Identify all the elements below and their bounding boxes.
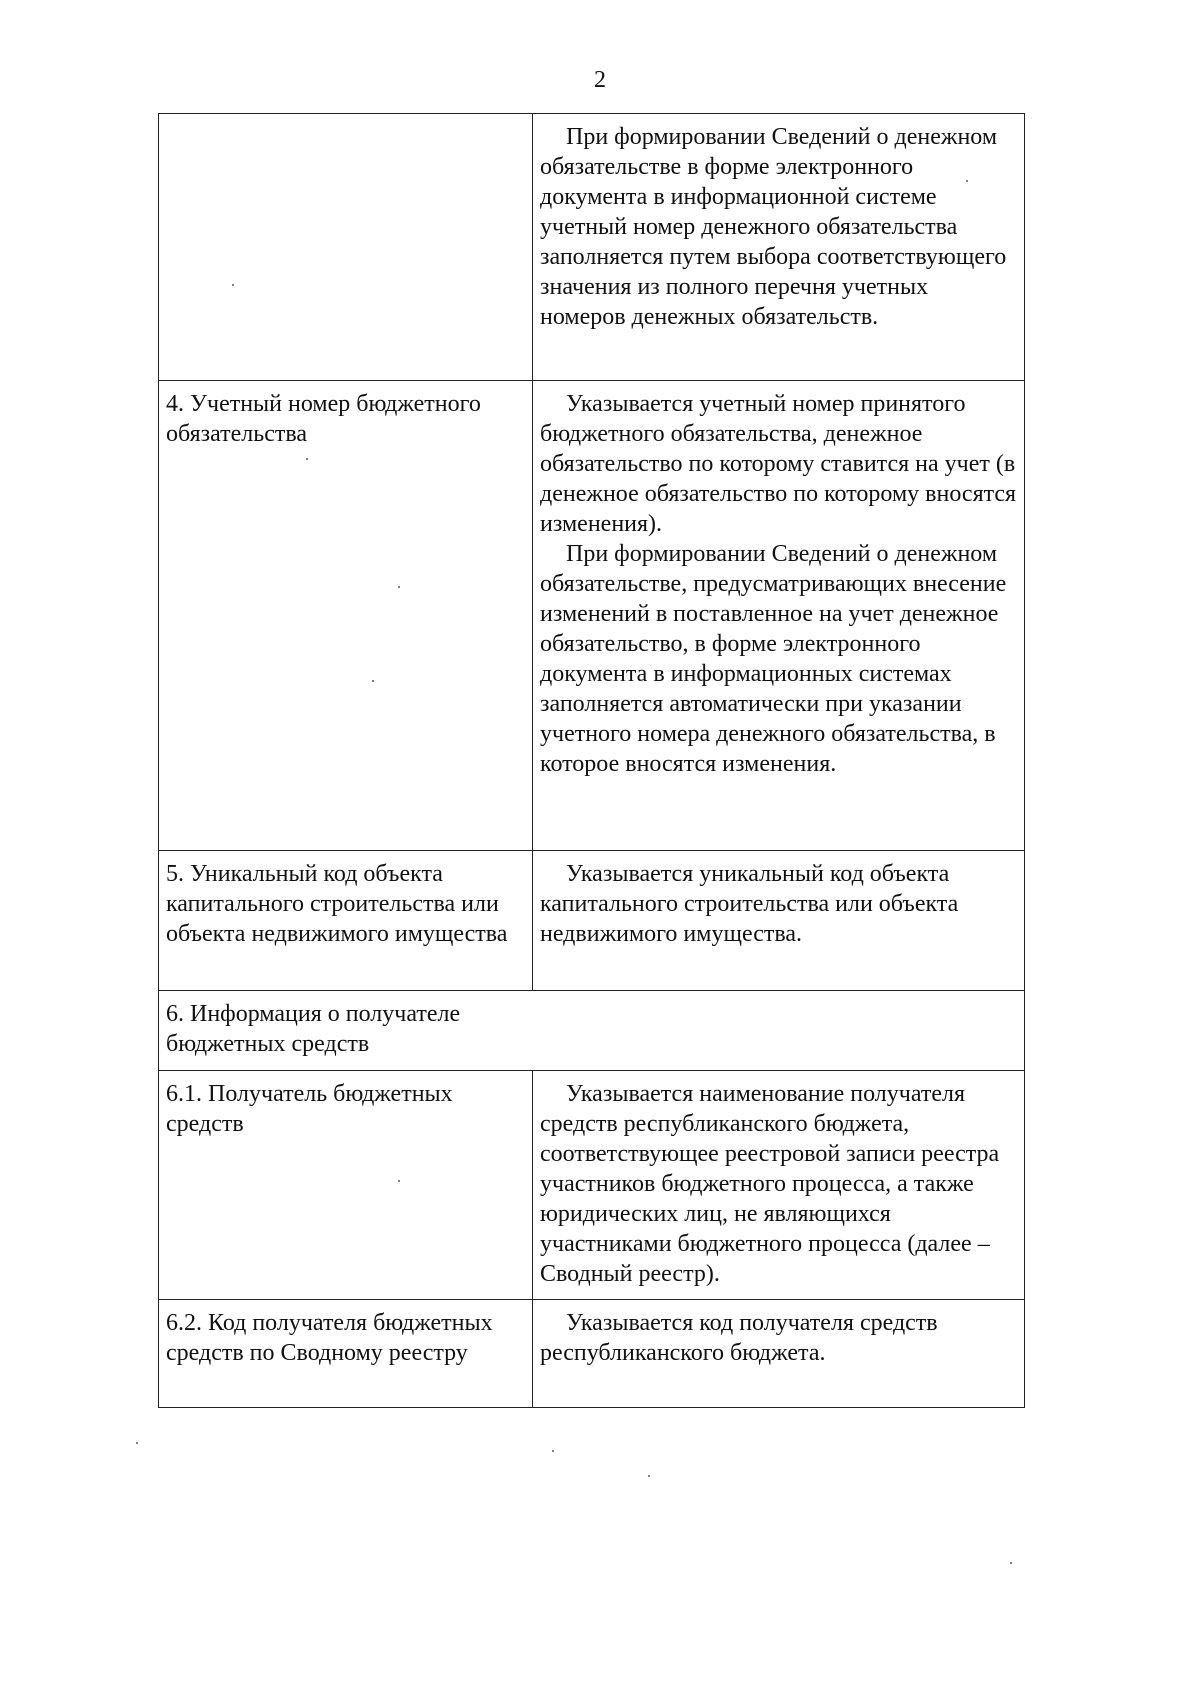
table-row [159, 1071, 1025, 1300]
requisites-table [158, 113, 1025, 1408]
scan-speck [648, 1475, 650, 1477]
field-name-cell: 6.1. Получатель бюджетных средств [159, 1071, 533, 1300]
scan-speck [306, 458, 308, 460]
section-heading: 6. Информация о получателе бюджетных средств [166, 1001, 461, 1057]
scan-speck [398, 1180, 400, 1182]
scan-speck [552, 1450, 554, 1452]
field-description-cell [533, 1300, 1025, 1408]
section-heading-cell [159, 991, 1025, 1071]
description-paragraph: При формировании Сведений о денежном обязательстве в форме электронного документа в информационной системе учетный номер денежного обязательства заполняется путем выбора соответствующего значения из полного перечня учетных номеров денежных обязательств. [540, 124, 1007, 330]
scan-speck [136, 1442, 138, 1444]
field-name-cell: 6.2. Код получателя бюджетных средств по Сводному реестру [159, 1300, 533, 1408]
table-row [159, 851, 1025, 991]
description-paragraph: Указывается учетный номер принятого бюджетного обязательства, денежное обязательство по которому ставится на учет (в денежное обязательство по которому вносятся изменения). [540, 391, 1017, 537]
scan-speck [232, 284, 234, 286]
field-name-cell: 5. Уникальный код объекта капитального строительства или объекта недвижимого имущества [159, 851, 533, 991]
description-paragraph: При формировании Сведений о денежном обязательстве, предусматривающих внесение изменений в поставленное на учет денежное обязательство, в форме электронного документа в информационных системах заполняется автоматически при указании учетного номера денежного обязательства, в которое вносятся изменения. [540, 541, 1007, 777]
scan-speck [372, 680, 374, 682]
scan-speck [1010, 1562, 1012, 1564]
field-description-cell [533, 381, 1025, 851]
table-row [159, 1300, 1025, 1408]
scan-speck [966, 180, 968, 182]
scan-speck [398, 586, 400, 588]
table-row [159, 114, 1025, 381]
field-description-cell [533, 851, 1025, 991]
field-name-cell [159, 114, 533, 381]
field-name-cell: 4. Учетный номер бюджетного обязательства [159, 381, 533, 851]
page-number: 2 [594, 67, 606, 93]
description-paragraph: Указывается наименование получателя средств республиканского бюджета, соответствующее реестровой записи реестра участников бюджетного процесса, а также юридических лиц, не являющихся участниками бюджетного процесса (далее – Сводный реестр). [540, 1081, 1000, 1287]
table-row [159, 381, 1025, 851]
table-row [159, 991, 1025, 1071]
field-description-cell [533, 114, 1025, 381]
field-description-cell [533, 1071, 1025, 1300]
description-paragraph: Указывается код получателя средств республиканского бюджета. [540, 1310, 938, 1366]
description-paragraph: Указывается уникальный код объекта капитального строительства или объекта недвижимого имущества. [540, 861, 959, 947]
